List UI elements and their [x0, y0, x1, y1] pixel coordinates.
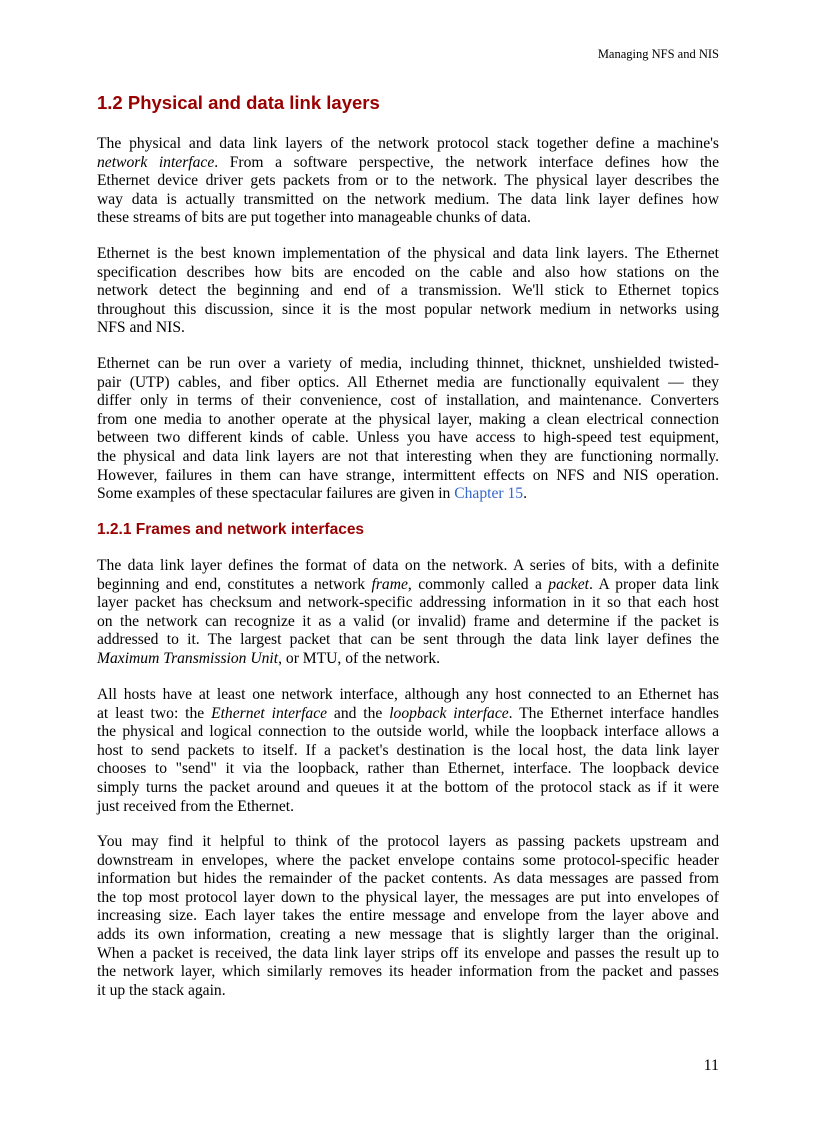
text-line: specification describes how bits are encoded on the cable and also how stations on the: [97, 263, 719, 281]
text-line: When a packet is received, the data link layer strips off its envelope and passes the result up to: [97, 944, 719, 962]
section-heading: 1.2 Physical and data link layers: [97, 92, 380, 113]
text-line: on the network can recognize it as a valid (or invalid) frame and determine if the packet is: [97, 612, 719, 630]
page-number: 11: [703, 1057, 719, 1074]
running-header: Managing NFS and NIS: [597, 47, 719, 61]
subsection-paragraph-1: [97, 557, 719, 669]
text-line: simply turns the packet around and queues it at the bottom of the protocol stack as if it were: [97, 778, 719, 796]
text-line: network interface. From a software perspective, the network interface defines how the: [97, 153, 719, 171]
text-line: Ethernet is the best known implementation of the physical and data link layers. The Ethernet: [97, 245, 719, 262]
subsection-paragraph-3: [97, 833, 719, 1000]
text-line: the physical and logical connection to the outside world, while the loopback interface allows a: [97, 723, 719, 741]
document-page: [97, 0, 719, 1123]
text-line: However, failures in them can have strange, intermittent effects on NFS and NIS operation.: [97, 466, 719, 484]
emphasized-term: network interface: [97, 153, 215, 171]
text-line: the top most protocol layer down to the physical layer, the messages are put into envelopes of: [97, 888, 719, 906]
emphasized-term: packet: [548, 575, 589, 593]
text-line: it up the stack again.: [97, 981, 226, 999]
text-line: pair (UTP) cables, and fiber optics. All Ethernet media are functionally equivalent — they: [97, 373, 719, 391]
text-line: beginning and end, constitutes a network frame, commonly called a packet. A proper data link: [97, 575, 720, 593]
text-line: way data is actually transmitted on the network medium. The data link layer defines how: [97, 190, 719, 208]
subsection-heading: 1.2.1 Frames and network interfaces: [97, 521, 365, 538]
text-line: just received from the Ethernet.: [97, 797, 295, 815]
text-line: increasing size. Each layer takes the entire message and envelope from the layer above and: [97, 907, 719, 925]
text-line: addressed to it. The largest packet that can be sent through the data link layer defines the: [97, 631, 719, 649]
text-line: at least two: the Ethernet interface and the loopback interface. The Ethernet interface handles: [97, 704, 719, 722]
text-line: Ethernet can be run over a variety of media, including thinnet, thicknet, unshielded twisted-: [97, 355, 719, 372]
text-line: the physical and data link layers are not that interesting when they are functioning normally.: [97, 447, 719, 465]
text-line: these streams of bits are put together into manageable chunks of data.: [97, 209, 531, 227]
emphasized-term: loopback interface: [389, 704, 509, 722]
text-line: between two different kinds of cable. Unless you have access to high-speed test equipment,: [97, 429, 719, 447]
emphasized-term: Maximum Transmission Unit: [97, 649, 279, 667]
text-line: layer packet has checksum and network-specific addressing information in it so that each host: [97, 594, 719, 612]
section-paragraph-3: [97, 355, 719, 504]
text-line: Maximum Transmission Unit, or MTU, of the network.: [97, 649, 441, 667]
section-paragraph-2: [97, 245, 719, 338]
text-line: throughout this discussion, since it is the most popular network medium in networks using: [97, 300, 719, 318]
text-line: Ethernet device driver gets packets from or to the network. The physical layer describes the: [97, 172, 719, 190]
text-line: downstream in envelopes, where the packet envelope contains some protocol-specific header: [97, 851, 719, 869]
chapter-link[interactable]: Chapter 15: [454, 485, 524, 503]
text-line: You may find it helpful to think of the protocol layers as passing packets upstream and: [97, 833, 719, 850]
text-line: adds its own information, creating a new message that is slightly larger than the original.: [97, 925, 719, 943]
text-line: Some examples of these spectacular failures are given in Chapter 15.: [97, 485, 527, 503]
text-line: from one media to another operate at the physical layer, making a clean electrical connection: [97, 410, 719, 428]
text-line: the network layer, which similarly removes its header information from the packet and passes: [97, 963, 719, 981]
text-line: NFS and NIS.: [97, 319, 185, 337]
emphasized-term: frame: [371, 575, 408, 593]
text-line: chooses to "send" it via the loopback, rather than Ethernet, interface. The loopback device: [97, 760, 719, 778]
text-line: host to send packets to itself. If a packet's destination is the local host, the data link layer: [97, 741, 719, 759]
subsection-paragraph-2: [97, 686, 719, 816]
section-paragraph-1: [97, 135, 719, 228]
text-line: differ only in terms of their convenience, cost of installation, and maintenance. Converters: [97, 392, 719, 410]
emphasized-term: Ethernet interface: [211, 704, 328, 722]
text-line: The data link layer defines the format of data on the network. A series of bits, with a definite: [97, 557, 719, 574]
text-line: network detect the beginning and end of a transmission. We'll stick to Ethernet topics: [97, 282, 719, 300]
text-line: The physical and data link layers of the network protocol stack together define a machine's: [97, 135, 719, 152]
text-line: All hosts have at least one network interface, although any host connected to an Ethernet has: [97, 686, 719, 703]
text-line: information but hides the remainder of the packet contents. As data messages are passed from: [97, 870, 719, 888]
